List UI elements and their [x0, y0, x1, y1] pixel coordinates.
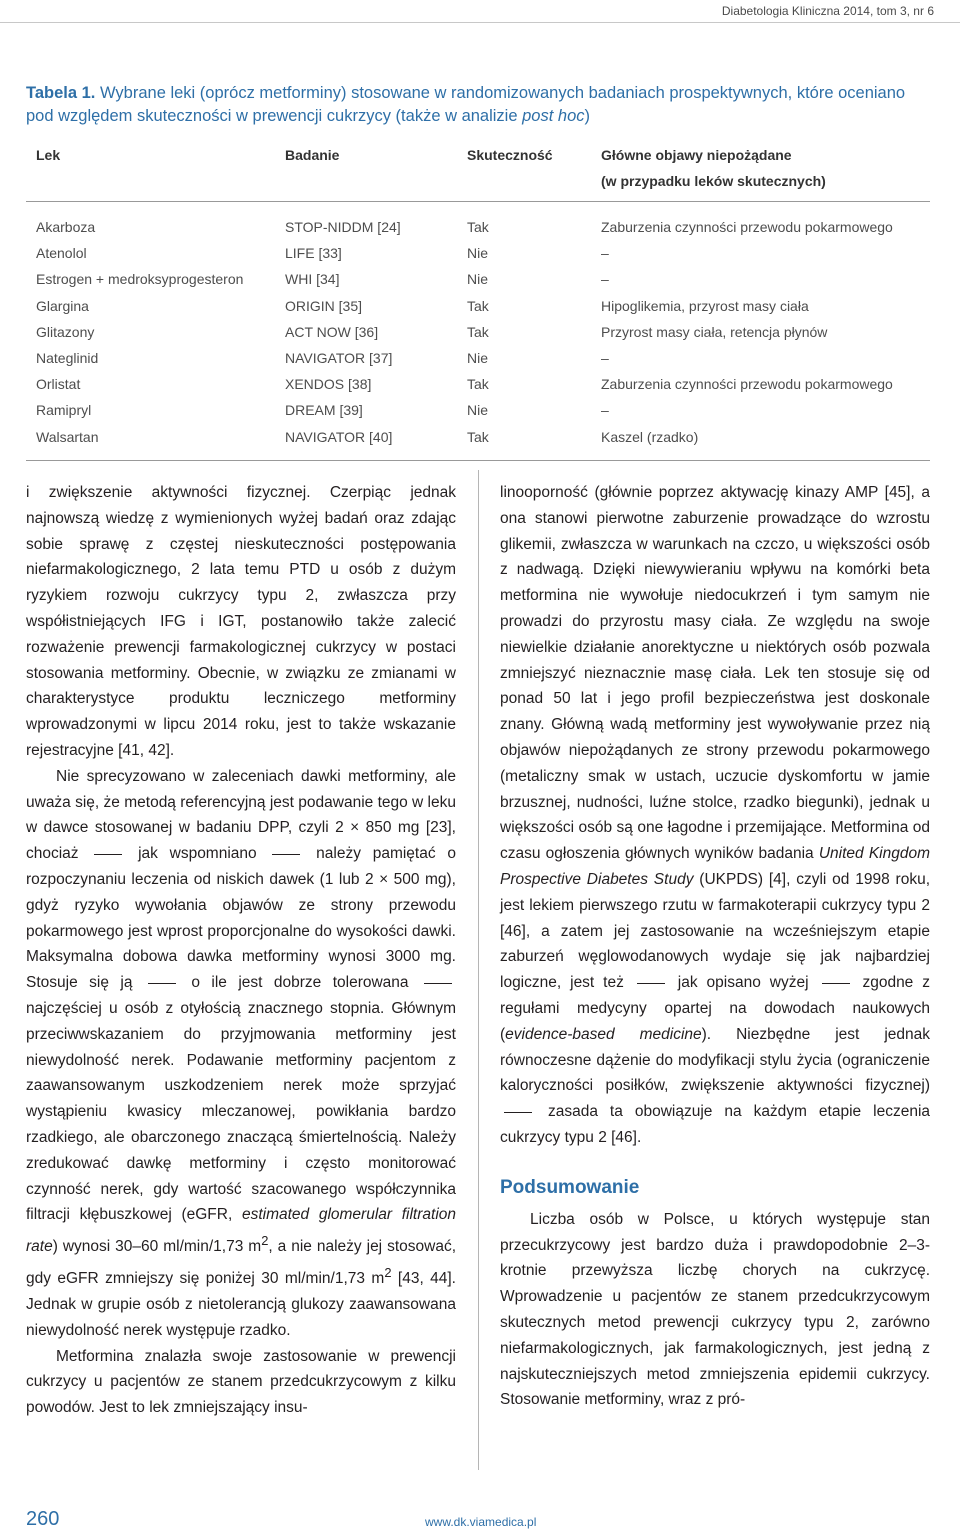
table-row [26, 293, 930, 319]
table-row [26, 371, 930, 397]
drugs-table [26, 138, 930, 461]
cell-drug: Glargina [36, 297, 89, 314]
table-row [26, 202, 930, 241]
cell-adverse: Hipoglikemia, przyrost masy ciała [601, 297, 809, 314]
text-run: ) wynosi 30–60 ml/min/1,73 m [52, 1238, 262, 1256]
cell-adverse: – [601, 245, 609, 262]
cell-adverse: Kaszel (rzadko) [591, 424, 930, 461]
cell-study: NAVIGATOR [37] [285, 350, 393, 367]
table-row [26, 319, 930, 345]
em-dash [94, 854, 122, 855]
text-run: jak wspomniano [138, 845, 257, 863]
left-column [26, 480, 456, 1421]
text-run: zgodne z regułami medycyny opartej na dowodach naukowych ( [500, 974, 931, 1043]
running-header: Diabetologia Kliniczna 2014, tom 3, nr 6 [721, 4, 934, 18]
cell-drug: Estrogen + medroksyprogesteron [36, 271, 244, 288]
body-paragraph: i zwiększenie aktywności fizycznej. Czerpiąc jednak najnowszą wiedzę z wymienionych wyżej badań oraz zdając sobie sprawę z częstej nieskuteczności postępowania niefarmakologicznego, 2 lata temu PTD u osób z dużym ryzykiem rozwoju cukrzycy typu 2, zwłaszcza przy współistniejących IFG i IGT, postanowiło także zalecić rozważenie prewencji farmakologicznej cukrzycy w postaci stosowania metforminy. Obecnie, w związku ze zmianami w charakterystyce produktu leczniczego metforminy wprowadzonymi w lipcu 2014 roku, jest to także wskazanie rejestracyjne [41, 42]. [26, 484, 456, 759]
body-paragraph: Metformina znalazła swoje zastosowanie w prewencji cukrzycy u pacjentów ze stanem przedcukrzycowym z kilku powodów. Jest to lek zmniejszający insu- [26, 1347, 456, 1417]
cell-adverse: Przyrost masy ciała, retencja płynów [601, 323, 828, 340]
italic-term: United Kingdom Prospective Diabetes Study [500, 845, 930, 888]
table-caption-close: ) [584, 107, 590, 125]
col-header-drug: Lek [26, 138, 275, 202]
superscript: 2 [384, 1265, 392, 1281]
cell-adverse: – [601, 271, 609, 288]
cell-adverse: – [601, 402, 609, 419]
cell-study: DREAM [39] [285, 402, 363, 419]
table-caption-italic: post hoc [522, 107, 585, 125]
text-run: jak opisano wyżej [677, 974, 809, 992]
em-dash [822, 983, 850, 984]
table-row [26, 424, 930, 461]
cell-adverse: Zaburzenia czynności przewodu pokarmowego [601, 376, 893, 393]
table-row [26, 397, 930, 423]
body-paragraph: Liczba osób w Polsce, u których występuje stan przecukrzycowy jest bardzo duża i prawdopodobnie 2–3-krotnie przewyższa liczbę chorych na cukrzycę. Wprowadzenie u pacjentów ze stanem przedcukrzycowym skutecznych metod prewencji cukrzycy typu 2, zarówno niefarmakologicznych, jak farmakologicznych, jest jedną z najskuteczniejszych metod zmniejszenia epidemii cukrzycy. Stosowanie metforminy, wraz z pró- [500, 1210, 930, 1409]
cell-efficacy: Nie [467, 350, 489, 367]
cell-drug: Akarboza [36, 219, 96, 235]
text-run: najczęściej u osób z otyłością znacznego stopnia. Głównym przeciwwskazaniem do przyjmowania metforminy jest niewydolność nerek. Podawanie metforminy pacjentom z zaawansowanym uszkodzeniem nerek może sprzyjać wystąpieniu kwasicy mleczanowej, powikłania bardzo rzadkiego, ale obarczonego znaczącą śmiertelnością. Należy zredukować dawkę metforminy i często monitorować czynność nerek, gdy wartość szacowanego współczynnika filtracji kłębuszkowej (eGFR, [26, 999, 456, 1224]
col-header-efficacy: Skuteczność [457, 138, 591, 202]
text-run: linooporność (głównie poprzez aktywację kinazy AMP [45], a ona stanowi pierwotne zaburzenie prowadzące do wzrostu glikemii, zwłaszcza w warunkach na czczo, u większości osób z nadwagą. Dzięki niewywieraniu wpływu na komórki beta metformina nie wywołuje niedocukrzeń i tym samym nie prowadzi do przyrostu masy ciała. Ze względu na swoje niewielkie działanie anorektyczne u niektórych osób pozwala zmniejszyć nieznacznie masę ciała. Lek ten stosuje się od ponad 50 lat i jego profil bezpieczeństwa jest doskonale znany. Główną wadą metforminy jest wywoływanie przez nią objawów niepożądanych ze strony przewodu pokarmowego (metaliczny smak w ustach, uczucie dyskomfortu w jamie brzusznej, nudności, luźne stolce, rzadko biegunki), jednak u większości osób są one łagodne i przemijające. Metformina od czasu ogłoszenia głównych wyników badania [500, 484, 930, 863]
table-caption [26, 82, 936, 128]
cell-efficacy: Tak [457, 424, 591, 461]
cell-study: STOP-NIDDM [24] [285, 219, 401, 235]
italic-term: estimated glomerular filtration rate [26, 1206, 456, 1256]
right-column [500, 480, 930, 1413]
em-dash [272, 854, 300, 855]
cell-efficacy: Nie [467, 271, 489, 288]
table-header-row [26, 138, 930, 202]
section-title: Podsumowanie [500, 1176, 640, 1198]
table-row [26, 240, 930, 266]
italic-term: evidence-based medicine [505, 1025, 702, 1043]
superscript: 2 [261, 1233, 269, 1249]
body-paragraph [500, 480, 930, 1151]
text-run: ). Niezbędne jest jednak równoczesne dążenie do modyfikacji stylu życia (ograniczenie kaloryczności posiłków, zwiększenie aktywności fizycznej) [500, 1025, 930, 1095]
text-run: o ile jest dobrze tolerowana [191, 974, 409, 992]
cell-study: WHI [34] [285, 271, 340, 288]
cell-efficacy: Tak [467, 297, 489, 314]
cell-efficacy: Nie [467, 245, 489, 262]
body-paragraph [26, 764, 456, 1344]
cell-efficacy: Nie [467, 402, 489, 419]
column-divider [478, 470, 479, 1470]
table-row [26, 345, 930, 371]
em-dash [424, 983, 452, 984]
col-header-adverse [591, 138, 930, 202]
cell-study: LIFE [33] [285, 245, 342, 262]
cell-drug: Atenolol [36, 245, 87, 262]
text-run: Nie sprecyzowano w zaleceniach dawki metforminy, ale uważa się, że metodą referencyjną jest podawanie tego w leku w dawce stosowanej w badaniu DPP, czyli 2 × 850 mg [23], chociaż [26, 767, 456, 863]
table-row [26, 266, 930, 292]
col-header-adverse-line1: Główne objawy niepożądane [601, 147, 792, 163]
cell-drug: Glitazony [36, 323, 95, 340]
text-run: (UKPDS) [4], czyli od 1998 roku, jest lekiem pierwszego rzutu w farmakoterapii cukrzycy typu 2 [46], a zatem jej zastosowanie na wcześniejszym etapie zaburzeń węglowodanowych wydaje się jak najbardziej logiczne, jest też [500, 870, 930, 992]
table-caption-label: Tabela 1. [26, 84, 96, 102]
cell-drug: Nateglinid [36, 350, 99, 367]
cell-drug: Ramipryl [36, 402, 92, 419]
cell-drug: Orlistat [36, 376, 81, 393]
header-divider [0, 22, 960, 23]
cell-study: ORIGIN [35] [285, 297, 363, 314]
em-dash [637, 983, 665, 984]
text-run: [43, 44]. Jednak w grupie osób z nietolerancją glukozy zaawansowana niewydolność nerek występuje rzadko. [26, 1270, 456, 1339]
col-header-adverse-line2: (w przypadku leków skutecznych) [601, 173, 826, 189]
cell-adverse: Zaburzenia czynności przewodu pokarmowego [601, 219, 893, 235]
text-run: zasada ta obowiązuje na każdym etapie leczenia cukrzycy typu 2 [46]. [500, 1103, 931, 1146]
page-number: 260 [26, 1508, 60, 1530]
cell-drug: Walsartan [26, 424, 275, 461]
table-caption-text: Wybrane leki (oprócz metforminy) stosowane w randomizowanych badaniach prospektywnych, które oceniano pod względem skuteczności w prewencji cukrzycy (także w analizie [26, 84, 906, 125]
em-dash [504, 1112, 532, 1113]
col-header-study: Badanie [275, 138, 457, 202]
cell-adverse: – [601, 350, 609, 367]
cell-efficacy: Tak [467, 323, 489, 340]
cell-study: ACT NOW [36] [285, 323, 379, 340]
text-run: , a nie należy jej stosować, gdy eGFR zmniejszy się poniżej 30 ml/min/1,73 m [26, 1238, 457, 1288]
footer-url[interactable]: www.dk.viamedica.pl [425, 1515, 537, 1529]
cell-study: NAVIGATOR [40] [275, 424, 457, 461]
cell-efficacy: Tak [467, 219, 489, 235]
cell-study: XENDOS [38] [285, 376, 372, 393]
text-run: należy pamiętać o rozpoczynaniu leczenia od niskich dawek (1 lub 2 × 500 mg), gdyż ryzyko wywołania objawów ze strony przewodu pokarmowego jest wprost proporcjonalne do wysokości dawki. Maksymalna dobowa dawka metforminy wynosi 3000 mg. Stosuje się ją [26, 845, 456, 992]
cell-efficacy: Tak [467, 376, 489, 393]
em-dash [148, 983, 176, 984]
